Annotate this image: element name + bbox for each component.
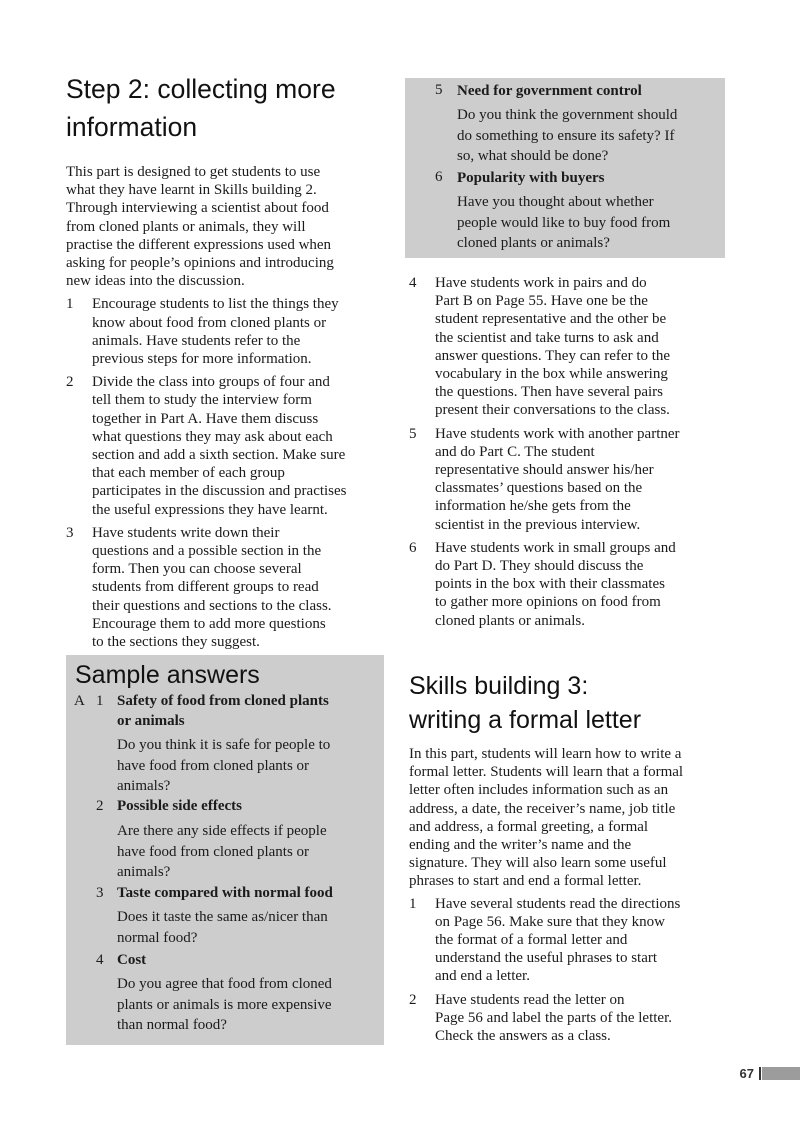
item-line: the useful expressions they have learnt.	[92, 501, 328, 518]
question-number: 2	[96, 798, 104, 814]
item-line: the questions. Then have several pairs	[435, 384, 663, 401]
step2-items-continued	[409, 274, 739, 630]
step2-item-2	[66, 373, 386, 519]
question-number: 5	[435, 82, 443, 98]
question-title	[117, 797, 242, 817]
item-line: present their conversations to the class.	[435, 402, 670, 419]
item-line: together in Part A. Have them discuss	[92, 410, 319, 427]
intro-line: address, a date, the receiver’s name, job title	[409, 800, 676, 817]
item-line: Divide the class into groups of four and	[92, 374, 330, 391]
intro-line: signature. They will also learn some useful	[409, 855, 667, 872]
question-text-line: people would like to buy food from	[457, 214, 671, 231]
item-line: Part B on Page 55. Have one be the	[435, 293, 648, 310]
question-text-line: have food from cloned plants or	[117, 757, 310, 774]
step2-item-5	[409, 425, 739, 534]
item-number: 5	[409, 425, 417, 442]
step2-item-3	[66, 524, 386, 651]
question-text-line: have food from cloned plants or	[117, 843, 310, 860]
item-number: 1	[409, 895, 417, 912]
question-title: Popularity with buyers	[457, 170, 605, 186]
item-line: Have students write down their	[92, 524, 280, 541]
item-number: 1	[66, 296, 74, 313]
item-line: participates in the discussion and practises	[92, 483, 347, 500]
step2-item-6	[409, 539, 739, 630]
question-text-line: Are there any side effects if people	[117, 823, 327, 839]
intro-line: phrases to start and end a formal letter.	[409, 873, 642, 890]
sample-answers-box	[66, 655, 384, 1045]
item-line: do Part D. They should discuss the	[435, 558, 644, 575]
question-text-line: animals?	[117, 864, 171, 880]
item-line: their questions and sections to the class.	[92, 597, 332, 614]
question-title-line: Possible side effects	[117, 798, 242, 814]
item-line: students from different groups to read	[92, 579, 319, 596]
item-line: the scientist and take turns to ask and	[435, 329, 659, 346]
item-number: 6	[409, 539, 417, 556]
item-line: points in the box with their classmates	[435, 576, 665, 593]
item-number: 3	[66, 524, 74, 541]
skills3-heading-line2: writing a formal letter	[409, 706, 642, 734]
item-line: information he/she gets from the	[435, 498, 631, 515]
step2-intro	[66, 163, 386, 290]
page-number-bar	[762, 1067, 800, 1080]
item-line: the format of a formal letter and	[435, 932, 628, 949]
step2-item-1	[66, 295, 386, 368]
question-text	[457, 105, 677, 167]
item-line: representative should answer his/her	[435, 462, 654, 479]
question-title-line: or animals	[117, 712, 185, 729]
question-text-line: animals?	[117, 778, 171, 794]
question-title-line: Safety of food from cloned plants	[117, 693, 329, 709]
item-line: Page 56 and label the parts of the letter.	[435, 1009, 673, 1026]
item-line: Have students work in pairs and do	[435, 275, 647, 291]
intro-line: asking for people’s opinions and introducing	[66, 255, 334, 272]
item-line: Have students work with another partner	[435, 425, 680, 442]
intro-line: ending and the writer’s name and the	[409, 837, 632, 854]
item-line: classmates’ questions based on the	[435, 480, 643, 497]
item-number: 2	[66, 374, 74, 391]
page-number: 67	[739, 1066, 754, 1081]
item-line: and end a letter.	[435, 968, 530, 985]
sample-answers-heading: Sample answers	[75, 661, 260, 689]
item-line: form. Then you can choose several	[92, 561, 302, 578]
item-line: and do Part C. The student	[435, 443, 595, 460]
item-line: animals. Have students refer to the	[92, 332, 301, 349]
item-line: know about food from cloned plants or	[92, 314, 327, 331]
question-text	[457, 192, 670, 254]
skills3-section	[409, 669, 739, 1045]
question-title	[117, 951, 146, 971]
item-line: vocabulary in the box while answering	[435, 366, 668, 383]
skills3-item-2	[409, 991, 739, 1046]
question-text-line: Do you think it is safe for people to	[117, 737, 331, 753]
item-line: what questions they may ask about each	[92, 428, 333, 445]
item-number: 2	[409, 991, 417, 1008]
question-text-line: Does it taste the same as/nicer than	[117, 909, 328, 925]
intro-line: new ideas into the discussion.	[66, 273, 245, 290]
item-line: section and add a sixth section. Make sure	[92, 447, 346, 464]
page-number-divider	[759, 1067, 761, 1080]
step2-item-4	[409, 274, 739, 420]
question-number: 3	[96, 885, 104, 901]
item-line: previous steps for more information.	[92, 351, 312, 368]
item-line: Have students work in small groups and	[435, 539, 676, 556]
question-title-line: Cost	[117, 952, 147, 968]
item-line: Encourage students to list the things they	[92, 296, 339, 313]
intro-line: formal letter. Students will learn that a formal	[409, 764, 684, 781]
item-line: student representative and the other be	[435, 311, 667, 328]
item-line: Have several students read the directions	[435, 895, 681, 912]
item-line: scientist in the previous interview.	[435, 516, 641, 533]
question-number: 4	[96, 952, 104, 968]
intro-line: what they have learnt in Skills building 2.	[66, 182, 317, 199]
question-text-line: normal food?	[117, 929, 198, 946]
item-line: to the sections they suggest.	[92, 634, 260, 651]
intro-line: practise the different expressions used when	[66, 236, 332, 253]
step2-heading	[66, 70, 386, 146]
step2-heading-line2: information	[66, 112, 198, 142]
question-text	[117, 735, 330, 797]
item-line: Encourage them to add more questions	[92, 615, 326, 632]
intro-line: letter often includes information such as an	[409, 782, 669, 799]
step2-heading-line1: Step 2: collecting more	[66, 74, 336, 104]
question-text-line: do something to ensure its safety? If	[457, 127, 675, 144]
question-text	[117, 907, 328, 948]
part-label: A	[74, 693, 85, 709]
question-text	[117, 974, 332, 1036]
question-title: Need for government control	[457, 83, 642, 99]
item-line: understand the useful phrases to start	[435, 950, 658, 967]
question-text-line: Do you agree that food from cloned	[117, 976, 332, 992]
question-text-line: cloned plants or animals?	[457, 235, 610, 251]
question-text-line: than normal food?	[117, 1017, 227, 1033]
intro-line: Through interviewing a scientist about food	[66, 200, 329, 217]
item-line: Check the answers as a class.	[435, 1028, 611, 1045]
item-line: cloned plants or animals.	[435, 612, 585, 629]
intro-line: This part is designed to get students to use	[66, 164, 321, 180]
question-number: 6	[435, 169, 443, 185]
item-number: 4	[409, 275, 417, 291]
intro-line: In this part, students will learn how to write a	[409, 746, 682, 762]
item-line: questions and a possible section in the	[92, 543, 322, 560]
item-line: tell them to study the interview form	[92, 392, 312, 409]
question-title	[117, 884, 333, 904]
intro-line: and address, a formal greeting, a formal	[409, 818, 649, 835]
question-title	[117, 692, 329, 731]
item-line: Have students read the letter on	[435, 991, 625, 1008]
item-line: that each member of each group	[92, 465, 285, 482]
question-title-line: Taste compared with normal food	[117, 885, 333, 901]
skills3-heading	[409, 669, 739, 737]
skills3-intro	[409, 745, 739, 891]
item-line: to gather more opinions on food from	[435, 594, 661, 611]
question-number: 1	[96, 693, 104, 709]
question-text-line: so, what should be done?	[457, 148, 609, 164]
question-text-line: plants or animals is more expensive	[117, 996, 332, 1013]
questions-continued-box	[405, 78, 725, 258]
intro-line: from cloned plants or animals, they will	[66, 218, 306, 235]
step2-section	[66, 70, 386, 651]
item-line: answer questions. They can refer to the	[435, 347, 671, 364]
skills3-heading-line1: Skills building 3:	[409, 672, 589, 700]
question-text-line: Have you thought about whether	[457, 194, 654, 210]
skills3-item-1	[409, 895, 739, 986]
question-text	[117, 821, 327, 883]
item-line: on Page 56. Make sure that they know	[435, 913, 665, 930]
question-text-line: Do you think the government should	[457, 107, 678, 123]
